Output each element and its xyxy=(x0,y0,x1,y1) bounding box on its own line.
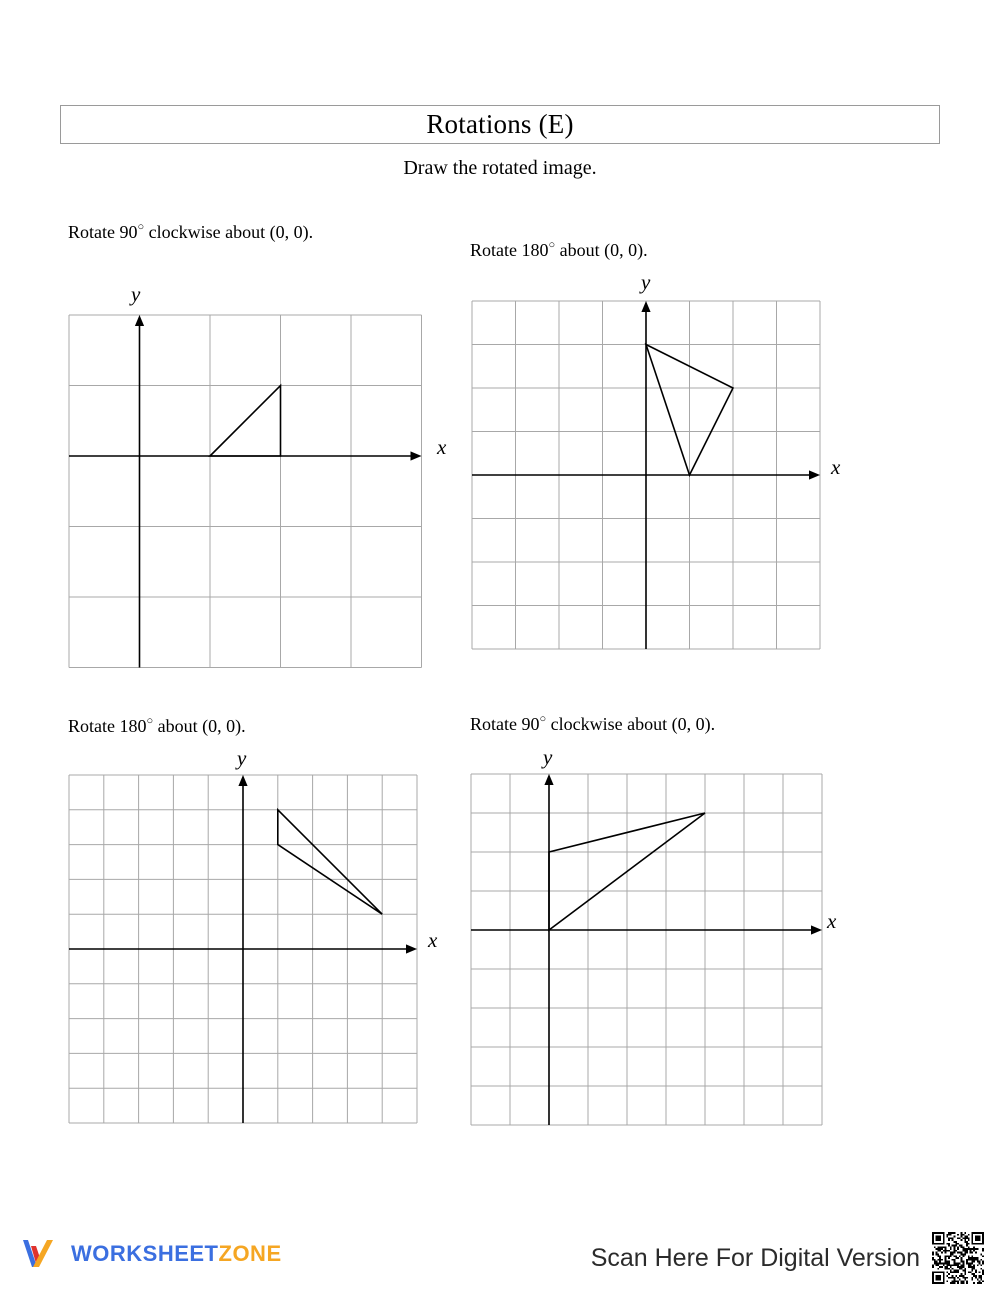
problem-1-coordinate-plane xyxy=(68,314,423,669)
problem-4-x-axis-label: x xyxy=(827,909,837,933)
degree-icon: ○ xyxy=(146,715,154,727)
problem-1-prompt-suffix: clockwise about (0, 0). xyxy=(144,222,314,242)
x-axis-arrowhead xyxy=(809,470,820,479)
problem-1-x-axis-label: x xyxy=(437,435,447,459)
problem-4-prompt xyxy=(470,714,715,735)
problem-2-coordinate-plane xyxy=(471,300,821,650)
y-axis-arrowhead xyxy=(238,775,247,786)
problem-1-prompt-prefix: Rotate 90 xyxy=(68,222,138,242)
problem-1-grid xyxy=(68,314,423,669)
degree-icon: ○ xyxy=(548,239,556,251)
logo-word-zone: ZONE xyxy=(218,1241,282,1266)
worksheet-title-box xyxy=(60,105,940,144)
problem-4-prompt-suffix: clockwise about (0, 0). xyxy=(546,714,716,734)
problem-1-y-axis-label: y xyxy=(131,282,141,306)
problem-2-prompt-prefix: Rotate 180 xyxy=(470,240,549,260)
scan-here-label: Scan Here For Digital Version xyxy=(590,1243,920,1272)
qr-code-icon[interactable] xyxy=(932,1232,984,1284)
y-axis-arrowhead xyxy=(641,301,650,312)
worksheet-zone-logo[interactable] xyxy=(20,1236,282,1272)
x-axis-arrowhead xyxy=(411,451,422,460)
problem-4-prompt-prefix: Rotate 90 xyxy=(470,714,540,734)
problem-3-prompt-prefix: Rotate 180 xyxy=(68,716,147,736)
figure-triangle xyxy=(278,810,382,914)
problem-3-x-axis-label: x xyxy=(428,928,438,952)
problem-3-prompt-suffix: about (0, 0). xyxy=(153,716,246,736)
problem-2-prompt xyxy=(470,240,648,261)
page-title: Rotations (E) xyxy=(426,109,574,139)
problem-2-y-axis-label: y xyxy=(641,270,651,294)
problem-2-prompt-suffix: about (0, 0). xyxy=(555,240,648,260)
scan-digital-version[interactable] xyxy=(591,1232,984,1284)
degree-icon: ○ xyxy=(539,713,547,725)
worksheet-zone-logo-icon xyxy=(20,1236,62,1272)
logo-word-worksheet: WORKSHEET xyxy=(71,1241,219,1266)
problem-3-grid xyxy=(68,774,418,1124)
problem-3-y-axis-label: y xyxy=(237,746,247,770)
problem-1-prompt xyxy=(68,222,313,243)
page-subtitle: Draw the rotated image. xyxy=(403,157,597,179)
problem-4-coordinate-plane xyxy=(470,773,823,1126)
problem-2-grid xyxy=(471,300,821,650)
footer xyxy=(0,1218,1000,1294)
worksheet-zone-logo-text xyxy=(71,1241,282,1267)
y-axis-arrowhead xyxy=(544,774,553,785)
x-axis-arrowhead xyxy=(811,925,822,934)
problem-4-grid xyxy=(470,773,823,1126)
problem-3-prompt xyxy=(68,716,246,737)
degree-icon: ○ xyxy=(137,221,145,233)
problem-3-coordinate-plane xyxy=(68,774,418,1124)
y-axis-arrowhead xyxy=(135,315,144,326)
x-axis-arrowhead xyxy=(406,944,417,953)
problem-4-y-axis-label: y xyxy=(543,745,553,769)
figure-triangle xyxy=(210,386,281,457)
problem-2-x-axis-label: x xyxy=(831,455,841,479)
